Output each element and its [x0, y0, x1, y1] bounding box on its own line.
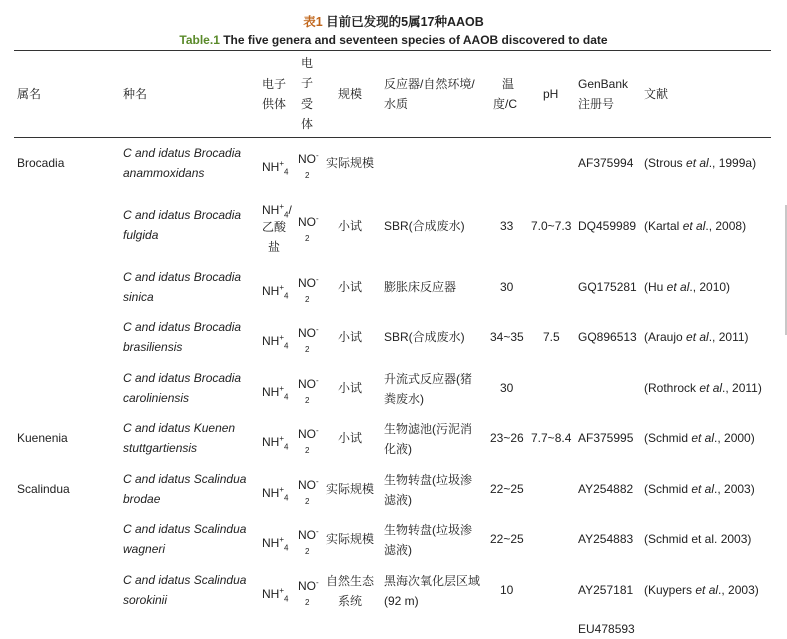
cell-acceptor-sub: 2 — [305, 396, 310, 405]
cell-acceptor: NO- — [298, 477, 319, 492]
cell-acceptor-sub: 2 — [305, 598, 310, 607]
cell-donor: $NH^+_4$ — [262, 333, 289, 351]
header-acceptor-2: 子 — [301, 76, 314, 90]
table-label-en: Table.1 — [179, 33, 220, 47]
cell-reference: (Rothrock et al., 2011) — [644, 381, 762, 395]
cell-species-line1: C and idatus Brocadia — [123, 208, 242, 222]
cell-temp: 22~25 — [490, 482, 524, 496]
cell-genbank: AY254883 — [578, 532, 634, 546]
cell-reactor-line2: (92 m) — [384, 594, 419, 608]
cell-scale-line2: 系统 — [338, 594, 363, 608]
cell-acceptor: NO- — [298, 376, 319, 391]
cell-species-line1: C and idatus Scalindua — [123, 522, 247, 536]
header-reactor-2: 水质 — [384, 97, 409, 111]
table-row — [0, 516, 787, 566]
header-genbank-2: 注册号 — [578, 97, 615, 111]
cell-donor: $NH^+_4$ — [262, 283, 289, 301]
cell-acceptor-sub: 2 — [305, 234, 310, 243]
header-reactor-1: 反应器/自然环境/ — [384, 77, 475, 91]
cell-species-line2: brasiliensis — [123, 340, 183, 354]
cell-reactor-line1: 生物滤池(污泥消 — [384, 422, 472, 436]
cell-genbank: GQ896513 — [578, 330, 637, 344]
cell-species-line1: C and idatus Scalindua — [123, 573, 247, 587]
cell-acceptor-sub: 2 — [305, 547, 310, 556]
cell-temp: 30 — [500, 280, 514, 294]
table-row — [0, 264, 787, 314]
header-reference: 文献 — [644, 87, 669, 101]
cell-donor: $NH^+_4$ — [262, 535, 289, 553]
cell-reactor-line1: 生物转盘(垃圾渗 — [384, 473, 472, 487]
table-row — [0, 466, 787, 516]
cell-genbank: AF375995 — [578, 431, 634, 445]
cell-temp: 22~25 — [490, 532, 524, 546]
table-row — [0, 140, 787, 190]
cell-reactor-line1: 黑海次氧化层区域 — [384, 574, 481, 588]
cell-genbank: AY257181 — [578, 583, 634, 597]
cell-donor: $NH^+_4$ — [262, 159, 289, 177]
cell-reference: (Hu et al., 2010) — [644, 280, 731, 294]
cell-temp: 30 — [500, 381, 514, 395]
cell-species-line2: wagneri — [123, 542, 166, 556]
cell-species-line2: brodae — [123, 492, 161, 506]
cell-reactor-line2: 滤液) — [384, 543, 412, 557]
cell-reference: (Kuypers et al., 2003) — [644, 583, 759, 597]
cell-species-line2: caroliniensis — [123, 391, 190, 405]
table-row — [0, 314, 787, 364]
cell-reference: (Schmid et al., 2000) — [644, 431, 755, 445]
cell-acceptor-sub: 2 — [305, 295, 310, 304]
cell-acceptor: NO- — [298, 426, 319, 441]
cell-genbank: AF375994 — [578, 156, 634, 170]
cell-donor: $NH^+_4$ — [262, 384, 289, 402]
cell-scale: 实际规模 — [326, 156, 375, 170]
cell-scale: 小试 — [338, 330, 363, 344]
cell-acceptor-sub: 2 — [305, 345, 310, 354]
cell-reactor-line2: 粪废水) — [384, 392, 424, 406]
table-row — [0, 415, 787, 465]
cell-species-line2: sinica — [123, 290, 154, 304]
cell-temp: 33 — [500, 219, 514, 233]
cell-species-line1: C and idatus Brocadia — [123, 371, 242, 385]
cell-acceptor-sub: 2 — [305, 171, 310, 180]
cell-reactor-line1: 升流式反应器(猪 — [384, 372, 472, 386]
cell-acceptor: NO- — [298, 578, 319, 593]
table-caption-cn — [0, 12, 787, 30]
cell-acceptor: NO- — [298, 325, 319, 340]
cell-genbank: AY254882 — [578, 482, 634, 496]
header-acceptor-4: 体 — [301, 117, 314, 131]
cell-reactor-line2: 滤液) — [384, 493, 412, 507]
cell-species-line1: C and idatus Scalindua — [123, 472, 247, 486]
table-row — [0, 365, 787, 415]
cell-donor-line2: 乙酸 — [262, 220, 287, 234]
cell-acceptor: NO- — [298, 275, 319, 290]
cell-acceptor-sub: 2 — [305, 497, 310, 506]
cell-acceptor-sub: 2 — [305, 446, 310, 455]
cell-reference: (Kartal et al., 2008) — [644, 219, 747, 233]
table-header-rule — [14, 137, 771, 138]
cell-genbank: DQ459989 — [578, 219, 637, 233]
table-title-cn: 目前已发现的5属17种AAOB — [326, 15, 484, 29]
cell-temp: 23~26 — [490, 431, 524, 445]
cell-species-line2: fulgida — [123, 228, 159, 242]
cell-species-line2: anammoxidans — [123, 166, 205, 180]
cell-species-line1: C and idatus Brocadia — [123, 146, 242, 160]
cell-species-line1: C and idatus Brocadia — [123, 270, 242, 284]
table-caption-en — [0, 33, 787, 47]
cell-genbank-partial: EU478593 — [578, 622, 635, 636]
header-temp-1: 温 — [502, 77, 515, 91]
cell-scale: 小试 — [338, 280, 363, 294]
header-donor-1: 电子 — [262, 77, 287, 91]
cell-scale-line1: 自然生态 — [326, 574, 375, 588]
cell-ph: 7.0~7.3 — [531, 219, 572, 233]
header-temp-2: 度/C — [493, 97, 518, 111]
cell-donor: $NH^+_4$ — [262, 586, 289, 604]
cell-species-line2: stuttgartiensis — [123, 441, 198, 455]
table-top-rule — [14, 50, 771, 51]
cell-reactor-line2: 化液) — [384, 442, 412, 456]
cell-scale: 小试 — [338, 431, 363, 445]
cell-reference: (Strous et al., 1999a) — [644, 156, 757, 170]
table-row — [0, 196, 787, 260]
cell-genus: Kuenenia — [17, 431, 68, 445]
cell-temp: 10 — [500, 583, 514, 597]
header-genus: 属名 — [17, 87, 42, 101]
cell-scale: 实际规模 — [326, 532, 375, 546]
cell-donor: $NH^+_4/$ — [262, 202, 292, 220]
header-acceptor-3: 受 — [301, 97, 314, 111]
cell-acceptor: NO- — [298, 214, 319, 229]
header-scale: 规模 — [338, 87, 363, 101]
table-label-cn: 表1 — [303, 15, 323, 29]
table-title-en: The five genera and seventeen species of AAOB discovered to date — [223, 33, 608, 47]
table-row — [0, 567, 787, 617]
cell-reference: (Schmid et al., 2003) — [644, 482, 755, 496]
cell-reactor: SBR(合成废水) — [384, 219, 465, 233]
cell-species-line2: sorokinii — [123, 593, 168, 607]
cell-reference: (Araujo et al., 2011) — [644, 330, 749, 344]
cell-reactor: SBR(合成废水) — [384, 330, 465, 344]
header-donor-2: 供体 — [262, 97, 287, 111]
cell-species-line1: C and idatus Brocadia — [123, 320, 242, 334]
header-acceptor-1: 电 — [301, 56, 314, 70]
cell-reference: (Schmid et al. 2003) — [644, 532, 752, 546]
cell-reactor: 膨胀床反应器 — [384, 280, 457, 294]
cell-donor: $NH^+_4$ — [262, 434, 289, 452]
cell-ph: 7.7~8.4 — [531, 431, 572, 445]
cell-scale: 小试 — [338, 381, 363, 395]
header-species: 种名 — [123, 87, 148, 101]
header-ph: pH — [543, 87, 559, 101]
cell-acceptor: NO- — [298, 527, 319, 542]
cell-donor: $NH^+_4$ — [262, 485, 289, 503]
cell-genus: Scalindua — [17, 482, 70, 496]
cell-species-line1: C and idatus Kuenen — [123, 421, 236, 435]
cell-ph: 7.5 — [543, 330, 560, 344]
cell-acceptor: NO- — [298, 151, 319, 166]
cell-donor-line3: 盐 — [268, 240, 281, 254]
header-genbank-1: GenBank — [578, 77, 629, 91]
cell-scale: 实际规模 — [326, 482, 375, 496]
cell-temp: 34~35 — [490, 330, 524, 344]
cell-reactor-line1: 生物转盘(垃圾渗 — [384, 523, 472, 537]
cell-genus: Brocadia — [17, 156, 65, 170]
cell-scale: 小试 — [338, 219, 363, 233]
cell-genbank: GQ175281 — [578, 280, 637, 294]
